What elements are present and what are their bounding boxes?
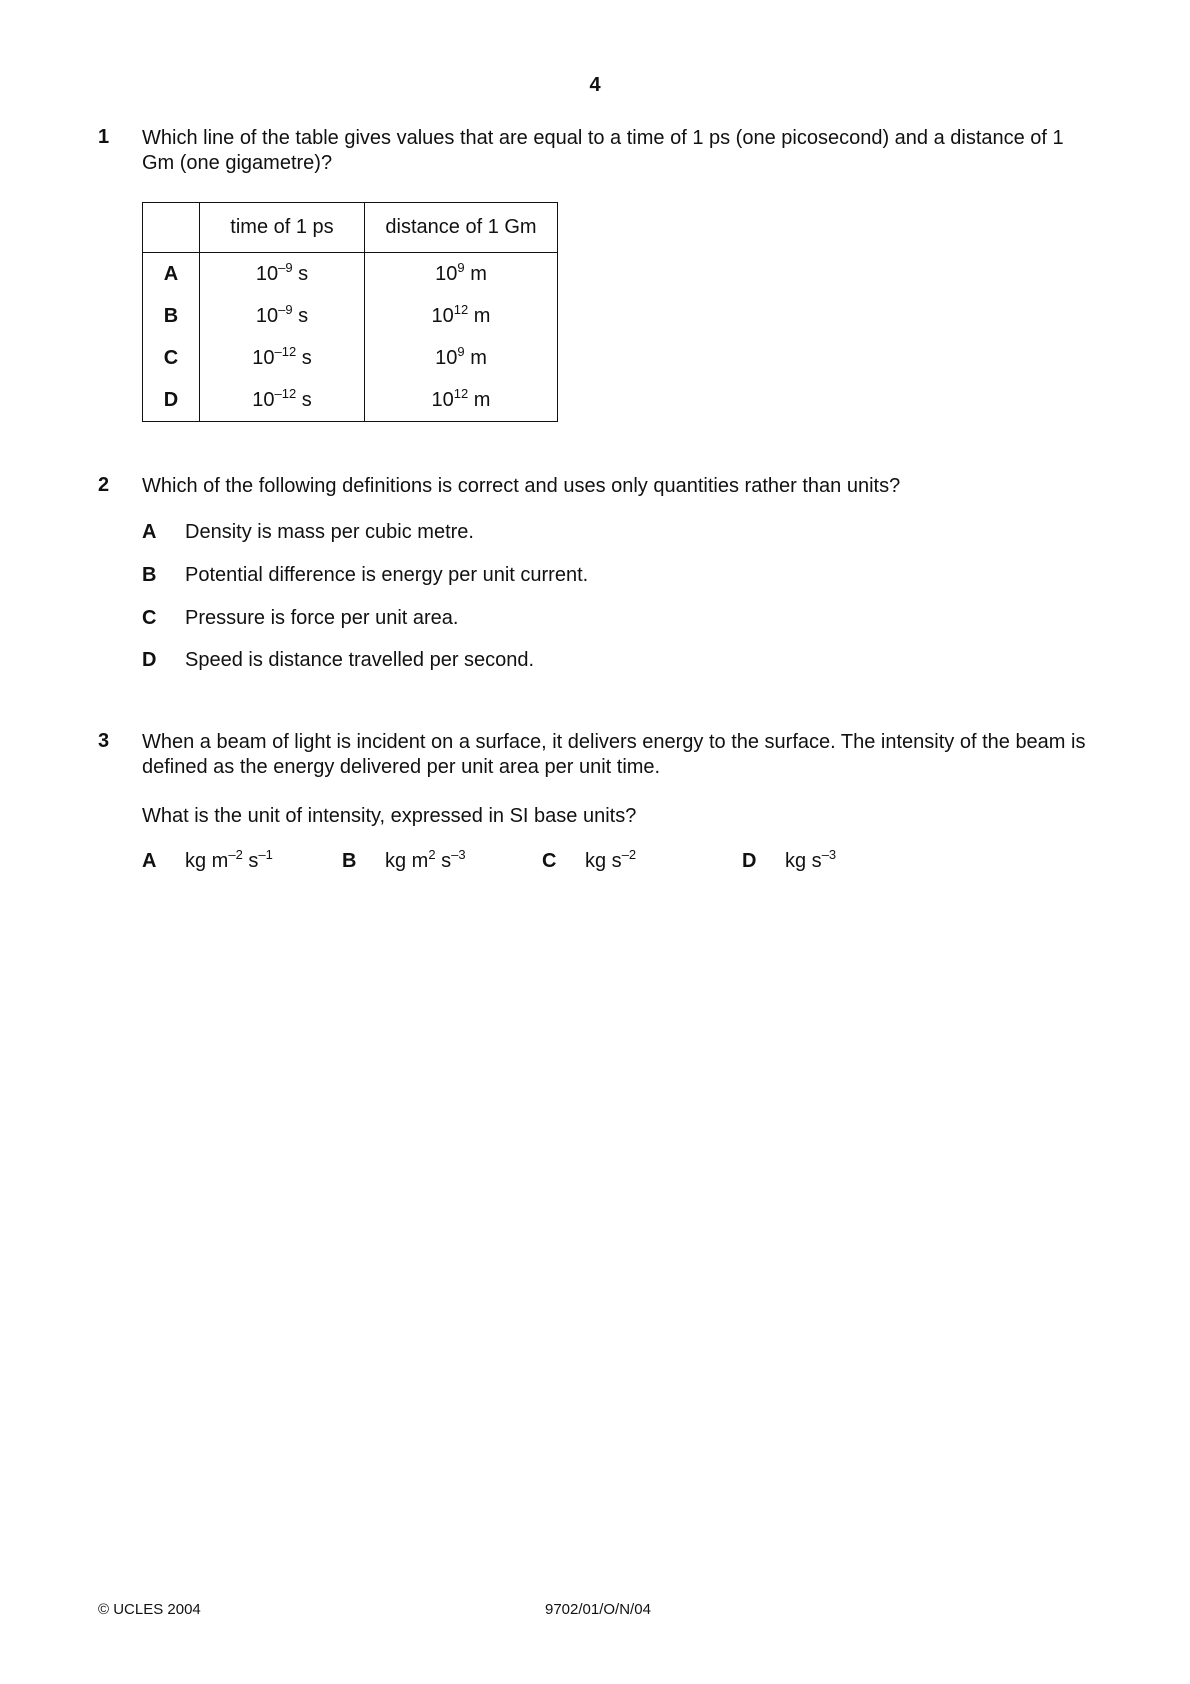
option-letter: B xyxy=(142,564,157,586)
table-row xyxy=(143,337,558,379)
option-letter: C xyxy=(542,850,557,872)
question-3-text: When a beam of light is incident on a surface, it delivers energy to the surface. The intensity of the beam is defined as the energy delivered per unit area per unit time. xyxy=(142,731,1086,778)
time-value: $10^{-12}$ s xyxy=(200,337,365,379)
option-text: Speed is distance travelled per second. xyxy=(185,649,535,671)
footer-paper-code: 9702/01/O/N/04 xyxy=(545,1601,651,1618)
row-letter: A xyxy=(143,253,200,296)
question-3-number: 3 xyxy=(98,730,110,752)
option-letter: B xyxy=(342,850,357,872)
page-number: 4 xyxy=(589,74,601,96)
table-header-row xyxy=(143,203,558,253)
row-letter: B xyxy=(143,295,200,337)
option-unit: kg $m^{-2}$ $s^{-1}$ xyxy=(185,847,273,872)
question-1-number: 1 xyxy=(98,126,110,148)
q2-option-b xyxy=(142,564,1042,590)
time-value: $10^{-12}$ s xyxy=(200,379,365,422)
option-letter: C xyxy=(142,607,157,629)
option-unit: kg $s^{-2}$ xyxy=(585,847,637,872)
q2-option-c xyxy=(142,607,1042,633)
q2-option-a xyxy=(142,521,1042,547)
option-unit: kg $m^2$ $s^{-3}$ xyxy=(385,847,466,872)
table-row xyxy=(143,295,558,337)
question-2-number: 2 xyxy=(98,474,110,496)
distance-value: $10^9$ m xyxy=(365,253,558,296)
time-value: $10^{-9}$ s xyxy=(200,295,365,337)
q3-options-row xyxy=(142,847,1042,880)
option-letter: D xyxy=(142,649,157,671)
table-header-time: time of 1 ps xyxy=(200,203,365,253)
option-letter: A xyxy=(142,850,157,872)
table-header-distance: distance of 1 Gm xyxy=(365,203,558,253)
table-row xyxy=(143,379,558,422)
row-letter: D xyxy=(143,379,200,422)
option-letter: D xyxy=(742,850,757,872)
distance-value: $10^9$ m xyxy=(365,337,558,379)
table-header-blank xyxy=(143,203,200,253)
option-text: Density is mass per cubic metre. xyxy=(185,521,474,543)
footer-copyright: © UCLES 2004 xyxy=(98,1601,201,1618)
time-value: $10^{-9}$ s xyxy=(200,253,365,296)
question-2-text: Which of the following definitions is correct and uses only quantities rather than units? xyxy=(142,475,901,497)
distance-value: $10^{12}$ m xyxy=(365,379,558,422)
option-text: Potential difference is energy per unit current. xyxy=(185,564,589,586)
distance-value: $10^{12}$ m xyxy=(365,295,558,337)
option-letter: A xyxy=(142,521,157,543)
question-3-prompt: What is the unit of intensity, expressed in SI base units? xyxy=(142,805,637,827)
q1-answer-table xyxy=(142,202,558,422)
row-letter: C xyxy=(143,337,200,379)
option-unit: kg $s^{-3}$ xyxy=(785,847,837,872)
q2-option-d xyxy=(142,649,1042,675)
option-text: Pressure is force per unit area. xyxy=(185,607,459,629)
table-row xyxy=(143,253,558,296)
question-1-text: Which line of the table gives values that are equal to a time of 1 ps (one picosecond) and a distance of 1 Gm (one gigametre)? xyxy=(142,127,1064,174)
